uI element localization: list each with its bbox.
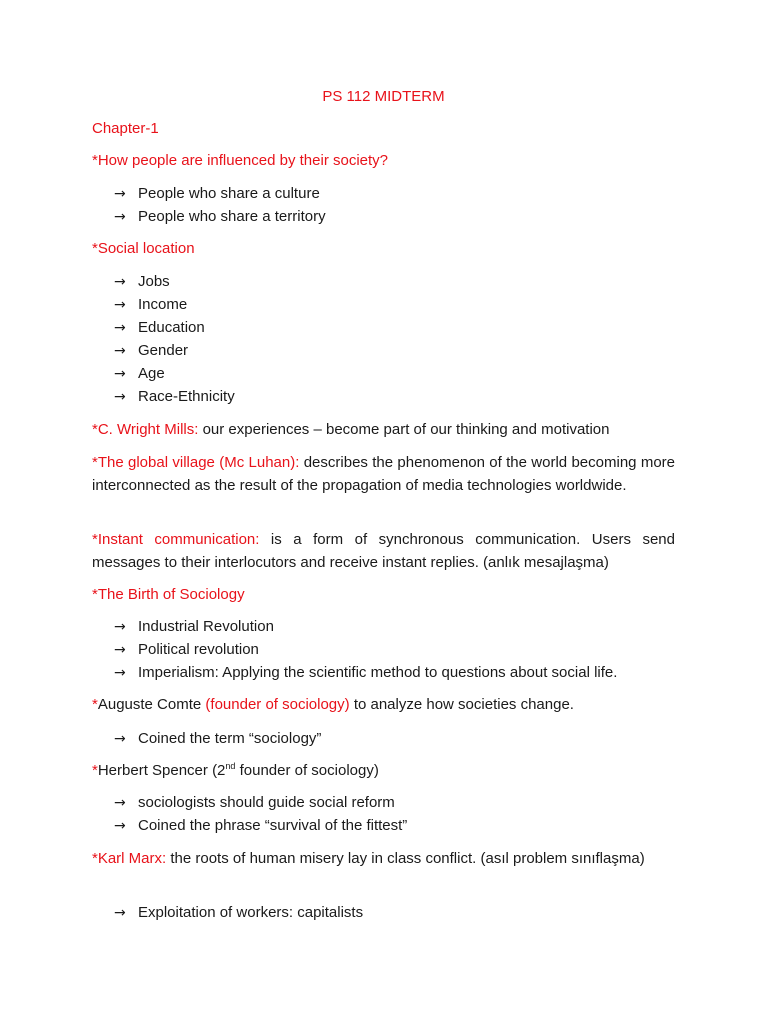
arrow-icon: → bbox=[114, 619, 126, 635]
list-item: → People who share a culture bbox=[114, 185, 320, 202]
list-item: → Exploitation of workers: capitalists bbox=[114, 904, 364, 921]
arrow-icon: → bbox=[114, 343, 126, 359]
list-item: → Income bbox=[114, 296, 188, 313]
arrow-icon: → bbox=[114, 905, 126, 921]
arrow-icon: → bbox=[114, 731, 126, 747]
arrow-icon: → bbox=[114, 274, 126, 290]
section-heading-influence: *How people are influenced by their society? bbox=[92, 152, 389, 169]
arrow-icon: → bbox=[114, 186, 126, 202]
section-heading-birth: *The Birth of Sociology bbox=[92, 586, 245, 603]
arrow-icon: → bbox=[114, 209, 126, 225]
paragraph-comte: *Auguste Comte (founder of sociology) to analyze how societies change. bbox=[92, 696, 574, 713]
list-item: → Political revolution bbox=[114, 641, 259, 658]
list-item: → Age bbox=[114, 365, 165, 382]
arrow-icon: → bbox=[114, 642, 126, 658]
paragraph-global-village: *The global village (Mc Luhan): describes the phenomenon of the world becoming more interconnected as the result of the propagation of media technologies worldwide. bbox=[92, 454, 675, 494]
arrow-icon: → bbox=[114, 366, 126, 382]
list-item: → Jobs bbox=[114, 273, 170, 290]
list-item: → Industrial Revolution bbox=[114, 618, 274, 635]
paragraph-mills: *C. Wright Mills: our experiences – become part of our thinking and motivation bbox=[92, 421, 610, 438]
paragraph-instant-communication: *Instant communication: is a form of synchronous communication. Users send messages to their interlocutors and receive instant replies. (anlık mesajlaşma) bbox=[92, 531, 675, 571]
document-title: PS 112 MIDTERM bbox=[322, 88, 445, 105]
paragraph-spencer: *Herbert Spencer (2nd founder of sociology) bbox=[92, 761, 379, 779]
list-item: → People who share a territory bbox=[114, 208, 326, 225]
arrow-icon: → bbox=[114, 389, 126, 405]
list-item: → Gender bbox=[114, 342, 189, 359]
chapter-heading: Chapter-1 bbox=[92, 120, 159, 137]
list-item: → Race-Ethnicity bbox=[114, 388, 235, 405]
arrow-icon: → bbox=[114, 320, 126, 336]
list-item: → Coined the term “sociology” bbox=[114, 730, 322, 747]
section-heading-social-location: *Social location bbox=[92, 240, 195, 257]
arrow-icon: → bbox=[114, 818, 126, 834]
arrow-icon: → bbox=[114, 297, 126, 313]
list-item: → Imperialism: Applying the scientific method to questions about social life. bbox=[114, 664, 618, 681]
list-item: → Coined the phrase “survival of the fittest” bbox=[114, 817, 408, 834]
list-item: → sociologists should guide social reform bbox=[114, 794, 395, 811]
arrow-icon: → bbox=[114, 795, 126, 811]
paragraph-marx: *Karl Marx: the roots of human misery lay in class conflict. (asıl problem sınıflaşma) bbox=[92, 850, 645, 867]
arrow-icon: → bbox=[114, 665, 126, 681]
list-item: → Education bbox=[114, 319, 205, 336]
